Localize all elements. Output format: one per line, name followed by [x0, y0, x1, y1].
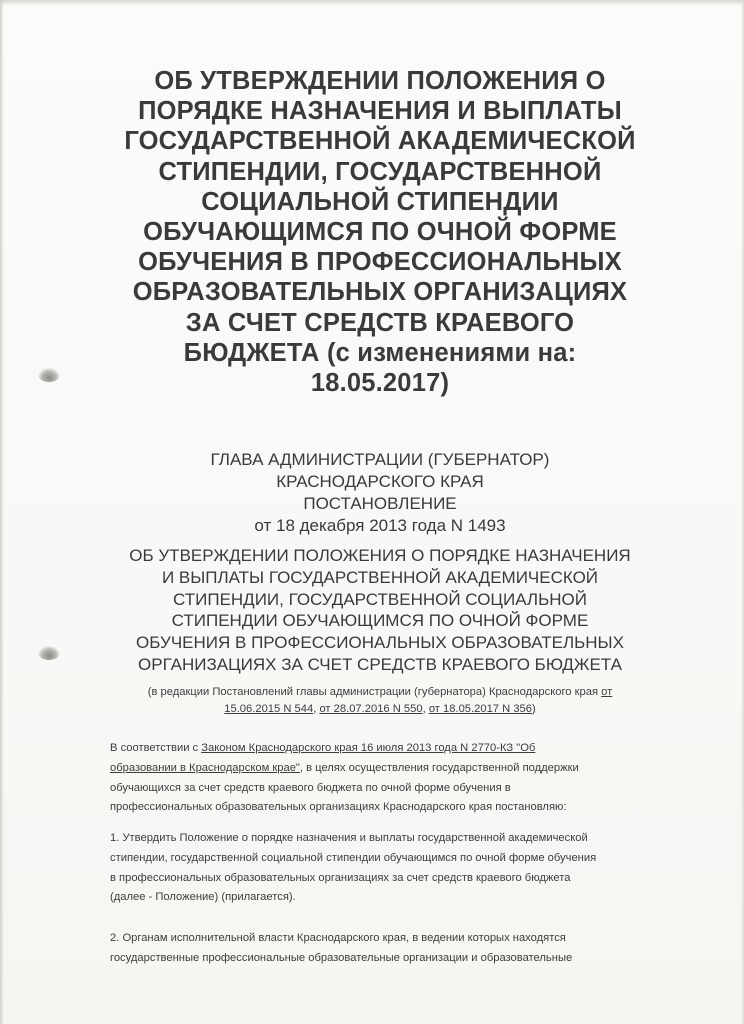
issuer-authority: ГЛАВА АДМИНИСТРАЦИИ (ГУБЕРНАТОР): [210, 450, 550, 469]
decree-title-line: И ВЫПЛАТЫ ГОСУДАРСТВЕННОЙ АКАДЕМИЧЕСКОЙ: [161, 567, 599, 587]
document-date-number: от 18 декабря 2013 года N 1493: [254, 516, 506, 535]
title-line: ГОСУДАРСТВЕННОЙ АКАДЕМИЧЕСКОЙ: [124, 127, 636, 156]
scan-shadow-top: [0, 0, 744, 6]
issuer-region: КРАСНОДАРСКОГО КРАЯ: [276, 472, 484, 491]
title-line: ЗА СЧЕТ СРЕДСТВ КРАЕВОГО: [185, 308, 575, 337]
item-1-line: в профессиональных образовательных организациях за счет средств краевого бюджета: [110, 871, 571, 884]
punch-hole-lower: [38, 646, 60, 660]
revision-suffix: ): [532, 703, 536, 715]
revision-link-2016[interactable]: от 28.07.2016 N 550: [319, 703, 423, 715]
decree-title-line: ОБ УТВЕРЖДЕНИИ ПОЛОЖЕНИЯ О ПОРЯДКЕ НАЗНАЧЕНИЯ: [129, 546, 631, 565]
document-type: ПОСТАНОВЛЕНИЕ: [303, 494, 457, 513]
decree-title-line: ОРГАНИЗАЦИЯХ ЗА СЧЕТ СРЕДСТВ КРАЕВОГО БЮДЖЕТА: [138, 654, 622, 674]
revision-note: [110, 684, 650, 718]
revision-separator: ,: [422, 703, 429, 715]
title-line: ПОРЯДКЕ НАЗНАЧЕНИЯ И ВЫПЛАТЫ: [138, 97, 622, 126]
scan-shadow-left: [0, 0, 4, 1024]
law-link-part1[interactable]: Законом Краснодарского края 16 июля 2013 года N 2770-КЗ "Об: [201, 742, 536, 754]
decree-title-line: СТИПЕНДИИ, ГОСУДАРСТВЕННОЙ СОЦИАЛЬНОЙ: [173, 589, 587, 609]
revision-link-2015-part1[interactable]: от: [601, 686, 613, 698]
title-line: ОБ УТВЕРЖДЕНИИ ПОЛОЖЕНИЯ О: [154, 67, 606, 95]
intro-text: обучающихся за счет средств краевого бюджета по очной форме обучения в: [110, 781, 511, 794]
title-line: ОБУЧАЮЩИМСЯ ПО ОЧНОЙ ФОРМЕ: [143, 218, 617, 247]
decree-title-line: ОБУЧЕНИЯ В ПРОФЕССИОНАЛЬНЫХ ОБРАЗОВАТЕЛЬНЫХ: [136, 633, 624, 653]
item-2-line: государственные профессиональные образовательные организации и образовательные: [110, 951, 573, 964]
item-2-paragraph: [110, 929, 670, 969]
item-1-line: 1. Утвердить Положение о порядке назначения и выплаты государственной академической: [110, 832, 588, 844]
revision-link-2015-part2[interactable]: 15.06.2015 N 544: [224, 703, 314, 715]
intro-prefix: В соответствии с: [110, 742, 202, 754]
decree-title: [100, 545, 660, 676]
law-link-part2[interactable]: образовании в Краснодарском крае": [110, 761, 300, 774]
issuer-block: [130, 449, 630, 537]
item-2-line: 2. Органам исполнительной власти Краснодарского края, в ведении которых находятся: [110, 932, 566, 944]
title-line: ОБРАЗОВАТЕЛЬНЫХ ОРГАНИЗАЦИЯХ: [132, 278, 628, 307]
item-1-paragraph: [110, 829, 670, 908]
punch-hole-upper: [38, 368, 60, 382]
intro-text: , в целях осуществления государственной поддержки: [299, 761, 579, 774]
intro-paragraph: [110, 739, 670, 818]
title-line: СТИПЕНДИИ, ГОСУДАРСТВЕННОЙ: [158, 157, 602, 186]
item-1-line: стипендии, государственной социальной стипендии обучающимся по очной форме обучения: [110, 851, 597, 864]
revision-link-2017[interactable]: от 18.05.2017 N 356: [428, 703, 532, 715]
title-line: ОБУЧЕНИЯ В ПРОФЕССИОНАЛЬНЫХ: [138, 248, 622, 277]
title-line: 18.05.2017): [310, 369, 450, 398]
title-line: БЮДЖЕТА (с изменениями на:: [183, 338, 577, 367]
revision-prefix: (в редакции Постановлений главы администрации (губернатора) Краснодарского края: [147, 686, 602, 698]
revision-separator: ,: [313, 703, 320, 715]
intro-text: профессиональных образовательных организациях Краснодарского края постановляю:: [110, 801, 567, 814]
title-line: СОЦИАЛЬНОЙ СТИПЕНДИИ: [201, 187, 559, 216]
item-1-line: (далее - Положение) (прилагается).: [110, 891, 296, 904]
decree-title-line: СТИПЕНДИИ ОБУЧАЮЩИМСЯ ПО ОЧНОЙ ФОРМЕ: [171, 611, 589, 631]
document-title: [100, 66, 660, 398]
